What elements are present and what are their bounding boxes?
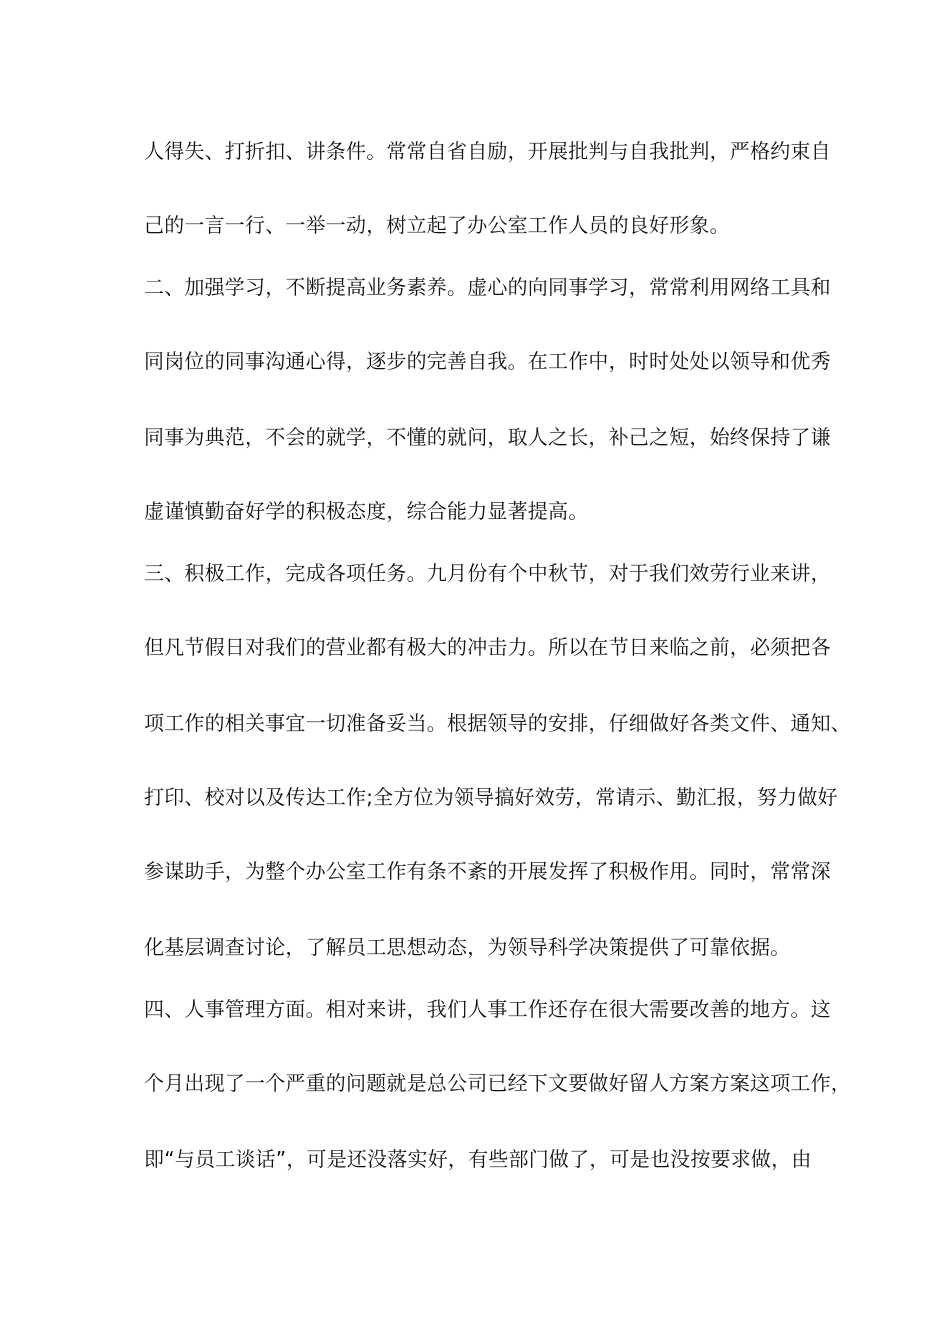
text-line-14: 个月出现了一个严重的问题就是总公司已经下文要做好留人方案方案这项工作， (144, 1071, 851, 1095)
text-line-1: 人得失、打折扣、讲条件。常常自省自励，开展批判与自我批判，严格约束自 (144, 139, 831, 163)
text-line-12: 化基层调查讨论，了解员工思想动态，为领导科学决策提供了可靠依据。 (144, 935, 791, 959)
text-line-5: 同事为典范，不会的就学，不懂的就问，取人之长，补己之短，始终保持了谦 (144, 425, 831, 449)
text-line-11: 参谋助手，为整个办公室工作有条不紊的开展发挥了积极作用。同时，常常深 (144, 859, 831, 883)
paragraph-3-line-1: 三、积极工作，完成各项任务。九月份有个中秋节，对于我们效劳行业来讲， (144, 561, 831, 585)
text-line-4: 同岗位的同事沟通心得，逐步的完善自我。在工作中，时时处处以领导和优秀 (144, 349, 831, 373)
paragraph-4-line-1: 四、人事管理方面。相对来讲，我们人事工作还存在很大需要改善的地方。这 (144, 997, 831, 1021)
text-line-10: 打印、校对以及传达工作;全方位为领导搞好效劳，常请示、勤汇报，努力做好 (144, 785, 838, 809)
text-line-8: 但凡节假日对我们的营业都有极大的冲击力。所以在节日来临之前，必须把各 (144, 635, 831, 659)
text-line-6: 虚谨慎勤奋好学的积极态度，综合能力显著提高。 (144, 499, 589, 523)
text-line-9: 项工作的相关事宜一切准备妥当。根据领导的安排，仔细做好各类文件、通知、 (144, 711, 851, 735)
text-line-2: 己的一言一行、一举一动，树立起了办公室工作人员的良好形象。 (144, 213, 730, 237)
text-line-15: 即“与员工谈话”，可是还没落实好，有些部门做了，可是也没按要求做，由 (144, 1147, 812, 1171)
paragraph-2-line-1: 二、加强学习，不断提高业务素养。虚心的向同事学习，常常利用网络工具和 (144, 275, 831, 299)
